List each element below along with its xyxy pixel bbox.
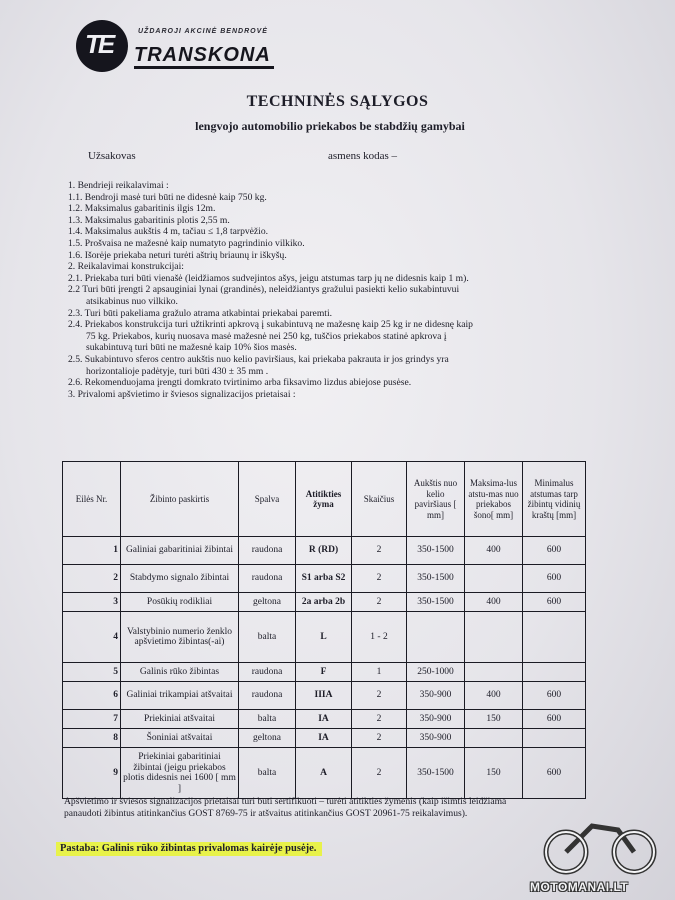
requirement-line: 2.6. Rekomenduojama įrengti domkrato tvirtinimo arba fiksavimo lizdus abiejose pusėse.: [68, 377, 412, 389]
table-cell: IA: [296, 729, 352, 748]
table-cell: Šoniniai atšvaitai: [121, 729, 239, 748]
table-cell: 350-1500: [407, 748, 465, 799]
requirement-line: 3. Privalomi apšvietimo ir šviesos signalizacijos prietaisai :: [68, 388, 296, 400]
requirement-line: 2.1. Priekaba turi būti vienašė (leidžiamos sudvejintos ašys, jeigu atstumas tarp jų ne didesnis kaip 1 m).: [68, 272, 469, 284]
table-row: [63, 612, 586, 663]
table-header-cell: Eilės Nr.: [63, 462, 121, 537]
logo-name: TRANSKONA: [134, 44, 271, 66]
document-subtitle: lengvojo automobilio priekabos be stabdžių gamybai: [195, 119, 465, 133]
table-cell: 600: [523, 710, 586, 729]
table-cell: Galiniai gabaritiniai žibintai: [121, 537, 239, 565]
table-cell: A: [296, 748, 352, 799]
table-header-cell: Maksima-lus atstu-mas nuo priekabos šono[ mm]: [465, 462, 523, 537]
table-cell: 8: [63, 729, 121, 748]
table-row: [63, 565, 586, 593]
table-cell: 600: [523, 748, 586, 799]
requirement-line: 75 kg. Priekabos, kurių nuosava masė mažesnė nei 250 kg, tuščios priekabos statinė apkrova į: [86, 330, 447, 342]
table-cell: S1 arba S2: [296, 565, 352, 593]
table-cell: Galinis rūko žibintas: [121, 663, 239, 682]
table-cell: 600: [523, 593, 586, 612]
table-cell: geltona: [239, 729, 296, 748]
table-cell: 9: [63, 748, 121, 799]
table-cell: IA: [296, 710, 352, 729]
customer-field: Užsakovas: [88, 150, 136, 162]
table-cell: 600: [523, 682, 586, 710]
table-header-cell: Minimalus atstumas tarp žibintų vidinių kraštų [mm]: [523, 462, 586, 537]
table-cell: Priekiniai atšvaitai: [121, 710, 239, 729]
highlighted-note: Pastaba: Galinis rūko žibintas privalomas kairėje pusėje.: [56, 842, 322, 856]
table-cell: 350-1500: [407, 593, 465, 612]
watermark-text: MOTOMANAI.LT: [530, 880, 629, 894]
table-row: [63, 748, 586, 799]
requirement-line: sukabintuvą turi būti ne mažesnė kaip 10% šios masės.: [86, 342, 297, 354]
table-cell: 3: [63, 593, 121, 612]
table-cell: raudona: [239, 565, 296, 593]
requirement-line: 2.3. Turi būti pakeliama gražulo atrama atkabintai priekabai paremti.: [68, 307, 333, 319]
table-cell: [465, 663, 523, 682]
table-cell: 350-900: [407, 682, 465, 710]
requirement-line: 1.1. Bendroji masė turi būti ne didesnė kaip 750 kg.: [68, 191, 267, 203]
requirement-line: 1.6. Išorėje priekaba neturi turėti aštrių briaunų ir iškyšų.: [68, 249, 287, 261]
table-cell: [523, 663, 586, 682]
table-cell: Posūkių rodikliai: [121, 593, 239, 612]
table-header-cell: Spalva: [239, 462, 296, 537]
certification-text: [64, 796, 584, 820]
watermark: [526, 808, 666, 898]
logo-tagline: UŽDAROJI AKCINĖ BENDROVĖ: [138, 28, 268, 35]
table-cell: 2: [63, 565, 121, 593]
table-cell: 600: [523, 537, 586, 565]
requirement-line: 2.5. Sukabintuvo sferos centro aukštis nuo kelio paviršiaus, kai priekaba pakrauta ir jos grindys yra: [68, 353, 449, 365]
table-cell: 4: [63, 612, 121, 663]
table-cell: 2: [352, 729, 407, 748]
table-row: [63, 710, 586, 729]
table-cell: 2: [352, 710, 407, 729]
logo-underline: [134, 66, 274, 69]
table-cell: 2: [352, 748, 407, 799]
requirement-line: atsikabinus nuo vilkiko.: [86, 295, 178, 307]
table-cell: 150: [465, 710, 523, 729]
table-cell: 350-1500: [407, 537, 465, 565]
document-title: TECHNINĖS SĄLYGOS: [246, 93, 429, 110]
table-row: [63, 682, 586, 710]
requirement-line: 1.5. Prošvaisa ne mažesnė kaip numatyto pagrindinio vilkiko.: [68, 237, 305, 249]
table-cell: 2: [352, 565, 407, 593]
table-header-cell: Aukštis nuo kelio paviršiaus [ mm]: [407, 462, 465, 537]
table-row: [63, 593, 586, 612]
table-cell: 2: [352, 682, 407, 710]
table-cell: 5: [63, 663, 121, 682]
table-cell: 350-900: [407, 729, 465, 748]
table-cell: Valstybinio numerio ženklo apšvietimo žibintas(-ai): [121, 612, 239, 663]
table-cell: 2a arba 2b: [296, 593, 352, 612]
lighting-devices-table: [62, 461, 586, 799]
table-cell: raudona: [239, 682, 296, 710]
table-cell: geltona: [239, 593, 296, 612]
table-cell: 250-1000: [407, 663, 465, 682]
table-cell: 400: [465, 682, 523, 710]
footer-line-2: panaudoti žibintus atitinkančius GOST 8769-75 ir atšvaitus atitinkančius GOST 20961-75 reikalavimus).: [64, 808, 468, 819]
motorcycle-icon: [540, 808, 660, 878]
table-cell: F: [296, 663, 352, 682]
table-cell: balta: [239, 710, 296, 729]
table-row: [63, 729, 586, 748]
table-cell: L: [296, 612, 352, 663]
table-cell: R (RD): [296, 537, 352, 565]
requirement-line: 2.2 Turi būti įrengti 2 apsauginiai lynai (grandinės), neleidžiantys gražului pasiekti kelio sukabintuvui: [68, 284, 460, 296]
table-cell: [465, 612, 523, 663]
table-cell: raudona: [239, 537, 296, 565]
table-cell: 400: [465, 593, 523, 612]
table-header-row: [63, 462, 586, 537]
requirement-line: 1.3. Maksimalus gabaritinis plotis 2,55 m.: [68, 214, 230, 226]
table-cell: Galiniai trikampiai atšvaitai: [121, 682, 239, 710]
requirement-line: horizontalioje padėtyje, turi būti 430 ± 35 mm .: [86, 365, 269, 377]
requirement-line: 1. Bendrieji reikalavimai :: [68, 180, 169, 191]
footer-line-1: Apšvietimo ir šviesos signalizacijos prietaisai turi būti sertifikuoti – turėti atitikties žymenis (kaip išimtis leidžiama: [64, 796, 507, 807]
table-cell: [465, 565, 523, 593]
personal-code-field: asmens kodas –: [328, 150, 398, 162]
table-cell: 6: [63, 682, 121, 710]
table-cell: 2: [352, 537, 407, 565]
table-cell: [523, 729, 586, 748]
logo-emblem: TE: [76, 20, 128, 72]
table-header-cell: Skaičius: [352, 462, 407, 537]
table-cell: 2: [352, 593, 407, 612]
table-cell: [465, 729, 523, 748]
table-cell: 600: [523, 565, 586, 593]
requirements-list: [68, 180, 658, 400]
table-cell: 7: [63, 710, 121, 729]
table-cell: [407, 612, 465, 663]
table-cell: IIIA: [296, 682, 352, 710]
table-cell: 1 - 2: [352, 612, 407, 663]
table-header-cell: Atitikties žyma: [296, 462, 352, 537]
requirement-line: 1.4. Maksimalus aukštis 4 m, tačiau ≤ 1,8 tarpvėžio.: [68, 226, 269, 238]
table-cell: Priekiniai gabaritiniai žibintai (jeigu priekabos plotis didesnis nei 1600 [ mm ]: [121, 748, 239, 799]
table-cell: raudona: [239, 663, 296, 682]
table-cell: 1: [63, 537, 121, 565]
table-cell: 150: [465, 748, 523, 799]
table-cell: [523, 612, 586, 663]
table-row: [63, 663, 586, 682]
table-cell: balta: [239, 612, 296, 663]
table-cell: 400: [465, 537, 523, 565]
table-cell: balta: [239, 748, 296, 799]
table-cell: 350-1500: [407, 565, 465, 593]
table-cell: Stabdymo signalo žibintai: [121, 565, 239, 593]
requirement-line: 2. Reikalavimai konstrukcijai:: [68, 261, 184, 273]
table-header-cell: Žibinto paskirtis: [121, 462, 239, 537]
requirement-line: 2.4. Priekabos konstrukcija turi užtikrinti apkrovą į sukabintuvą ne mažesnę kaip 25 kg ir ne didesnę kaip: [68, 319, 473, 331]
requirement-line: 1.2. Maksimalus gabaritinis ilgis 12m.: [68, 203, 216, 215]
table-cell: 1: [352, 663, 407, 682]
company-logo: [76, 18, 276, 74]
table-cell: 350-900: [407, 710, 465, 729]
table-row: [63, 537, 586, 565]
table-body: [63, 537, 586, 799]
